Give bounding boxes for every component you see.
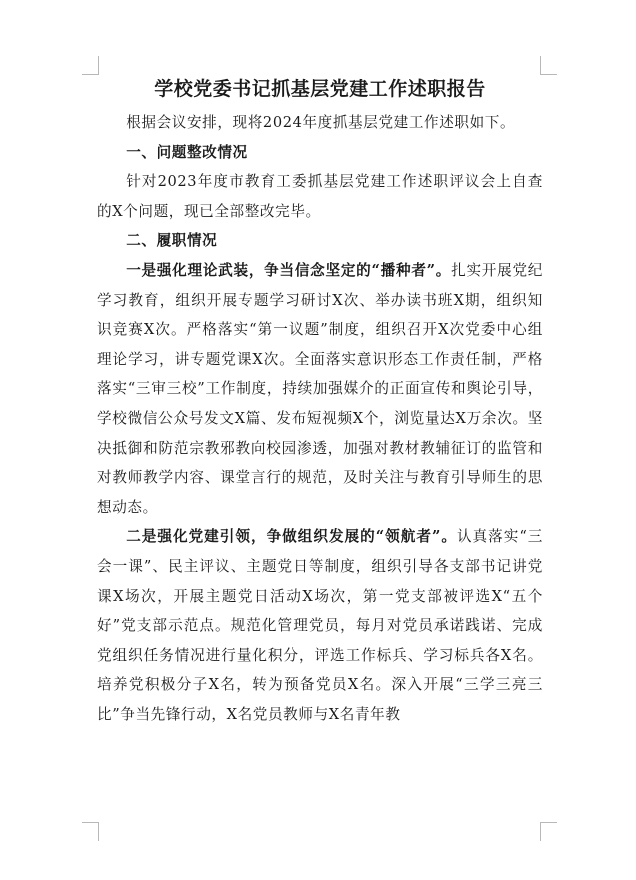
party-building-text: 认真落实“三会一课”、民主评议、主题党日等制度，组织引导各支部书记讲党课X场次，开展主题党日活动X场次，第一党支部被评选X“五个好”党支部示范点。规范化管理党员，每月对党员承诺践诺、完成党组织任务情况进行量化积分，评选工作标兵、学习标兵各X名。培养党积极分子X名，转为预备党员X名。深入开展“三学三亮三比”争当先锋行动，X名党员教师与X名青年教: [97, 528, 544, 723]
theory-paragraph: [97, 256, 543, 522]
issues-paragraph: 针对2023年度市教育工委抓基层党建工作述职评议会上自查的X个问题，现已全部整改完毕。: [97, 173, 543, 220]
document-body: [97, 74, 543, 729]
page-corner-mark-bottom-left: [82, 822, 99, 841]
section-heading-duties: 二、履职情况: [126, 232, 218, 250]
page-corner-mark-top-left: [82, 56, 99, 75]
page-corner-mark-bottom-right: [540, 822, 557, 841]
theory-lead: 一是强化理论武装，争当信念坚定的“播种者”。: [126, 261, 452, 279]
party-building-lead: 二是强化党建引领，争做组织发展的“领航者”。: [126, 528, 457, 546]
section-heading-issues: 一、问题整改情况: [126, 143, 248, 161]
intro-paragraph: 根据会议安排，现将2024年度抓基层党建工作述职如下。: [126, 114, 516, 131]
page-corner-mark-top-right: [540, 56, 557, 75]
document-title: 学校党委书记抓基层党建工作述职报告: [154, 78, 486, 100]
theory-text: 扎实开展党纪学习教育，组织开展专题学习研讨X次、举办读书班X期，组织知识竞赛X次。严格落实“第一议题”制度，组织召开X次党委中心组理论学习，讲专题党课X次。全面落实意识形态工作责任制，严格落实“三审三校”工作制度，持续加强媒介的正面宣传和舆论引导，学校微信公众号发文X篇、发布短视频X个，浏览量达X万余次。坚决抵御和防范宗教邪教向校园渗透，加强对教材教辅征订的监管和对教师教学内容、课堂言行的规范，及时关注与教育引导师生的思想动态。: [97, 261, 543, 516]
party-building-paragraph: [97, 522, 543, 729]
